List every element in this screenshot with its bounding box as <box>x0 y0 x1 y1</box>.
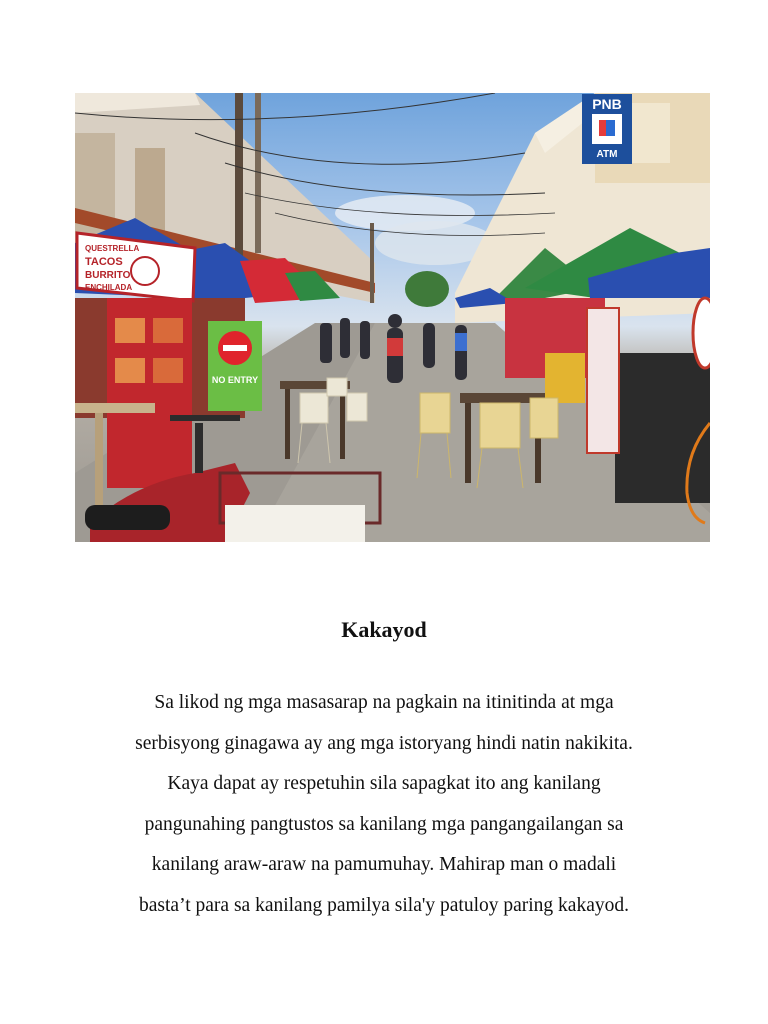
pnb-sign <box>582 94 632 164</box>
body-line: basta’t para sa kanilang pamilya sila'y patuloy paring kakayod. <box>139 894 629 916</box>
pnb-label: PNB <box>592 96 622 112</box>
body-line: pangunahing pangtustos sa kanilang mga pangangailangan sa <box>144 813 624 835</box>
menu-line-2: TACOS <box>85 256 123 268</box>
menu-line-4: ENCHILADA <box>85 283 133 292</box>
street-food-market-photo <box>75 93 710 542</box>
no-entry-label: NO ENTRY <box>211 375 259 385</box>
menu-line-1: QUESTRELLA <box>85 244 140 253</box>
body-line: Sa likod ng mga masasarap na pagkain na itinitinda at mga <box>154 692 614 713</box>
no-entry-sign <box>208 321 262 411</box>
atm-label: ATM <box>596 149 618 160</box>
document-body <box>84 683 684 926</box>
body-line: Kaya dapat ay respetuhin sila sapagkat ito ang kanilang <box>167 773 601 794</box>
body-line: serbisyong ginagawa ay ang mga istoryang hindi natin nakikita. <box>135 732 633 754</box>
document-title: Kakayod <box>341 617 427 642</box>
body-line: kanilang araw-araw na pamumuhay. Mahirap man o madali <box>151 854 617 875</box>
menu-line-3: BURRITO <box>85 270 131 281</box>
